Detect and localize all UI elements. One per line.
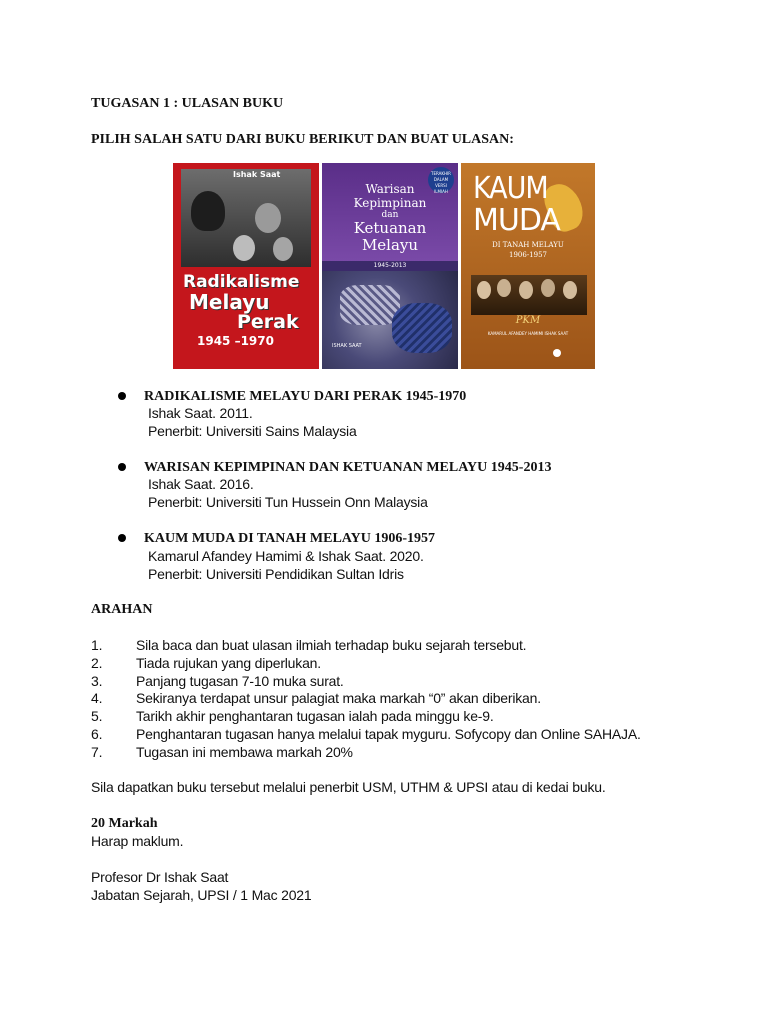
cover-subtitle: DI TANAH MELAYU [492, 241, 564, 249]
instruction-heading: PILIH SALAH SATU DARI BUKU BERIKUT DAN BUAT ULASAN: [91, 132, 514, 147]
cover-years: 1945 –1970 [197, 334, 274, 348]
cover-kaum-muda [461, 163, 595, 369]
book-publisher: Penerbit: Universiti Pendidikan Sultan Idris [148, 566, 404, 582]
cover-title-line3: Perak [237, 311, 299, 333]
portrait-figure [255, 203, 281, 233]
bullet-icon [118, 534, 126, 542]
cover-years: 1906-1957 [509, 251, 547, 259]
book-title: RADIKALISME MELAYU DARI PERAK 1945-1970 [144, 389, 467, 404]
list-item: Tugasan ini membawa markah 20% [136, 744, 353, 760]
list-item: Tiada rujukan yang diperlukan. [136, 655, 321, 671]
marks-label: 20 Markah [91, 816, 158, 831]
book-author-year: Kamarul Afandey Hamimi & Ishak Saat. 2020. [148, 548, 424, 564]
list-item: Penghantaran tugasan hanya melalui tapak myguru. Sofycopy dan Online SAHAJA. [136, 726, 641, 742]
book-publisher: Penerbit: Universiti Tun Hussein Onn Malaysia [148, 494, 428, 510]
portrait-figure [233, 235, 255, 261]
cover-years: 1945-2013 [322, 261, 458, 271]
cover-title-line3: dan [381, 210, 399, 220]
portrait-figure [541, 279, 555, 297]
fabric-pattern [340, 285, 400, 325]
cover-title-line5: Melayu [361, 236, 419, 254]
cover-title-line2: Melayu [189, 290, 270, 314]
signature-department: Jabatan Sejarah, UPSI / 1 Mac 2021 [91, 887, 312, 903]
cover-title-line1: Radikalisme [183, 272, 300, 292]
book-title: KAUM MUDA DI TANAH MELAYU 1906-1957 [144, 531, 436, 546]
list-item-number: 2. [91, 655, 103, 671]
cover-badge: TERAKHIR DALAM VERSI ILMIAH [428, 167, 454, 193]
list-item: Sekiranya terdapat unsur palagiat maka markah “0” akan diberikan. [136, 690, 541, 706]
portrait-figure [273, 237, 293, 261]
list-item: Panjang tugasan 7-10 muka surat. [136, 673, 344, 689]
portrait-figure [519, 281, 533, 299]
book-title: WARISAN KEPIMPINAN DAN KETUANAN MELAYU 1945-2013 [144, 460, 552, 475]
cover-title-line1: Warisan [365, 182, 415, 196]
cover-warisan [322, 163, 458, 369]
arahan-heading: ARAHAN [91, 602, 153, 617]
cover-title-line1: KAUM [473, 171, 548, 206]
cover-title-line2: Kepimpinan [353, 196, 427, 210]
cover-author: Ishak Saat [233, 170, 281, 179]
signature-name: Profesor Dr Ishak Saat [91, 869, 229, 885]
portrait-figure [563, 281, 577, 299]
book-author-year: Ishak Saat. 2016. [148, 476, 254, 492]
bullet-icon [118, 392, 126, 400]
task-title: TUGASAN 1 : ULASAN BUKU [91, 96, 284, 111]
portrait-figure [477, 281, 491, 299]
cover-pkm: PKM [515, 315, 541, 326]
list-item: Sila baca dan buat ulasan ilmiah terhadap buku sejarah tersebut. [136, 637, 527, 653]
cover-author: ISHAK SAAT [332, 343, 362, 349]
book-author-year: Ishak Saat. 2011. [148, 405, 253, 421]
list-item-number: 7. [91, 744, 103, 760]
list-item-number: 5. [91, 708, 103, 724]
bullet-icon [118, 463, 126, 471]
book-publisher: Penerbit: Universiti Sains Malaysia [148, 423, 357, 439]
portrait-figure [191, 191, 225, 231]
list-item: Tarikh akhir penghantaran tugasan ialah pada minggu ke-9. [136, 708, 494, 724]
cover-radikalisme [173, 163, 319, 369]
publisher-logo-icon [553, 349, 561, 357]
list-item-number: 6. [91, 726, 103, 742]
list-item-number: 3. [91, 673, 103, 689]
cover-authors: KAMARUL AFANDEY HAMIMI ISHAK SAAT [487, 331, 569, 336]
note-text: Sila dapatkan buku tersebut melalui penerbit USM, UTHM & UPSI atau di kedai buku. [91, 779, 606, 795]
fabric-pattern [392, 303, 452, 353]
list-item-number: 4. [91, 690, 103, 706]
closing-text: Harap maklum. [91, 833, 184, 849]
cover-title-line4: Ketuanan [353, 219, 427, 237]
cover-title-line2: MUDA [473, 203, 560, 238]
list-item-number: 1. [91, 637, 103, 653]
book-covers [173, 163, 595, 369]
portrait-figure [497, 279, 511, 297]
